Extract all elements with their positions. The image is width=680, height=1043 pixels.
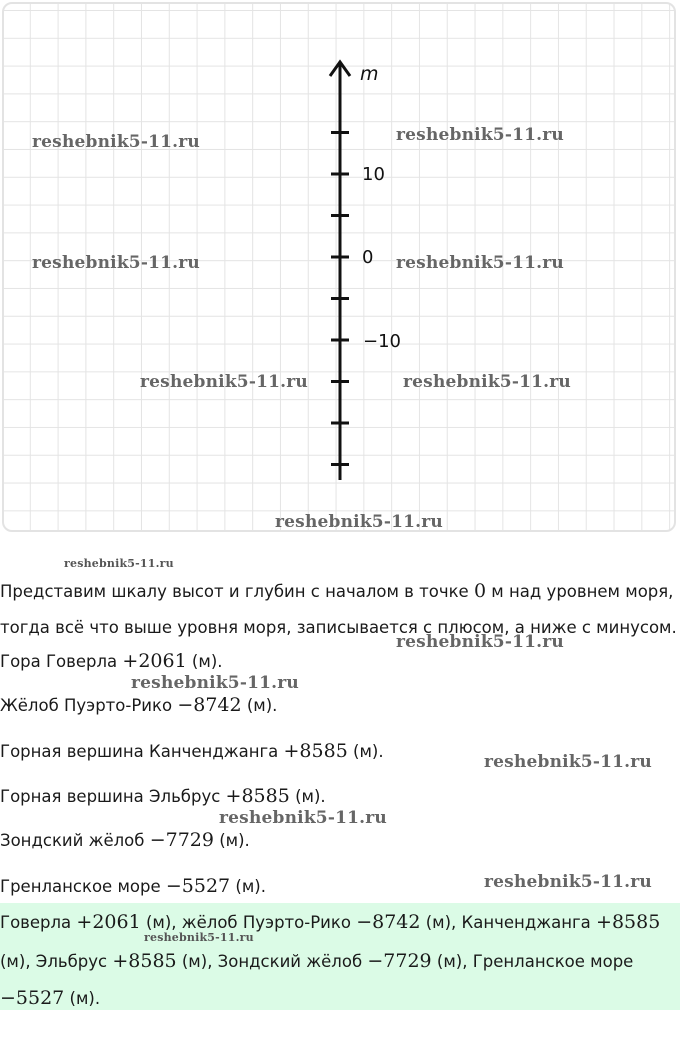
sunda-line: Зондский жёлоб −7729 (м). xyxy=(0,829,250,851)
tick-label-0: 0 xyxy=(362,247,374,268)
watermark: reshebnik5-11.ru xyxy=(144,931,254,944)
intro-line-2: тогда всё что выше уровня моря, записывается с плюсом, а ниже с минусом. xyxy=(0,618,677,637)
answer-line-3: −5527 (м). xyxy=(0,987,101,1009)
elbrus-line: Горная вершина Эльбрус +8585 (м). xyxy=(0,785,326,807)
watermark: reshebnik5-11.ru xyxy=(396,632,564,652)
watermark: reshebnik5-11.ru xyxy=(131,673,299,693)
watermark: reshebnik5-11.ru xyxy=(140,372,308,392)
watermark: reshebnik5-11.ru xyxy=(396,125,564,145)
kanchenjunga-line: Горная вершина Канченджанга +8585 (м). xyxy=(0,740,384,762)
watermark: reshebnik5-11.ru xyxy=(64,557,174,570)
watermark: reshebnik5-11.ru xyxy=(484,872,652,892)
watermark: reshebnik5-11.ru xyxy=(32,132,200,152)
answer-line-2: (м), Эльбрус +8585 (м), Зондский жёлоб −7729 (м), Гренланское море xyxy=(0,950,634,972)
puerto-rico-line: Жёлоб Пуэрто-Рико −8742 (м). xyxy=(0,694,278,716)
axis-label: m xyxy=(360,63,379,85)
tick-label-minus-10: −10 xyxy=(363,331,401,352)
watermark: reshebnik5-11.ru xyxy=(484,752,652,772)
answer-line-1: Говерла +2061 (м), жёлоб Пуэрто-Рико −8742 (м), Канченджанга +8585 xyxy=(0,911,661,933)
greenland-line: Гренланское море −5527 (м). xyxy=(0,875,266,897)
tick-label-10: 10 xyxy=(362,164,385,185)
watermark: reshebnik5-11.ru xyxy=(219,808,387,828)
intro-line-1: Представим шкалу высот и глубин с началом в точке 0 м над уровнем моря, xyxy=(0,580,674,602)
hoverla-line: Гора Говерла +2061 (м). xyxy=(0,650,223,672)
answer-block xyxy=(0,903,680,1010)
watermark: reshebnik5-11.ru xyxy=(403,372,571,392)
watermark: reshebnik5-11.ru xyxy=(275,512,443,532)
watermark: reshebnik5-11.ru xyxy=(32,253,200,273)
watermark: reshebnik5-11.ru xyxy=(396,253,564,273)
